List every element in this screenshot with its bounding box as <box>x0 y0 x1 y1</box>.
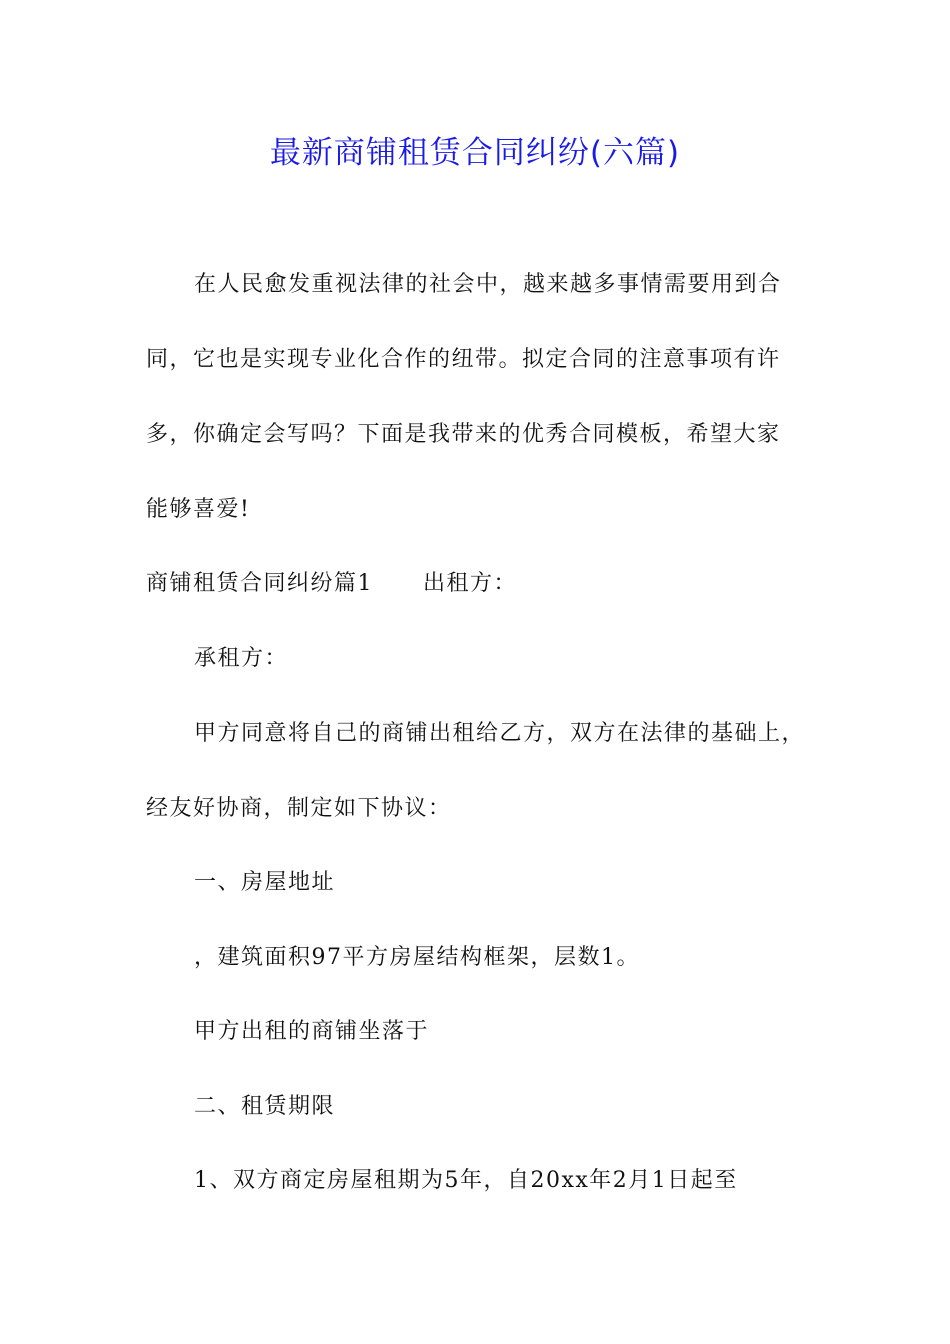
lessee-label: 承租方： <box>194 646 289 671</box>
clause2-item1: 1、双方商定房屋租期为5年，自20xx年2月1日起至 <box>194 1168 738 1193</box>
intro-line-3: 多，你确定会写吗？下面是我带来的优秀合同模板，希望大家 <box>146 422 781 447</box>
agreement-line-1: 甲方同意将自己的商铺出租给乙方，双方在法律的基础上， <box>194 721 806 746</box>
section-heading: 商铺租赁合同纠纷篇1 <box>146 571 373 596</box>
intro-line-1: 在人民愈发重视法律的社会中，越来越多事情需要用到合 <box>194 272 782 297</box>
clause1-location: 甲方出租的商铺坐落于 <box>194 1019 430 1044</box>
lessor-label: 出租方： <box>423 571 518 596</box>
document-title: 最新商铺租赁合同纠纷(六篇) <box>269 135 681 171</box>
intro-line-4: 能够喜爱! <box>146 497 251 522</box>
agreement-line-2: 经友好协商，制定如下协议： <box>146 796 452 821</box>
intro-line-2: 同，它也是实现专业化合作的纽带。拟定合同的注意事项有许 <box>146 347 781 372</box>
clause1-heading: 一、房屋地址 <box>194 870 336 895</box>
clause2-heading: 二、租赁期限 <box>194 1094 336 1119</box>
section-heading-row <box>146 564 517 604</box>
clause1-detail: ，建筑面积97平方房屋结构框架，层数1。 <box>194 945 640 970</box>
